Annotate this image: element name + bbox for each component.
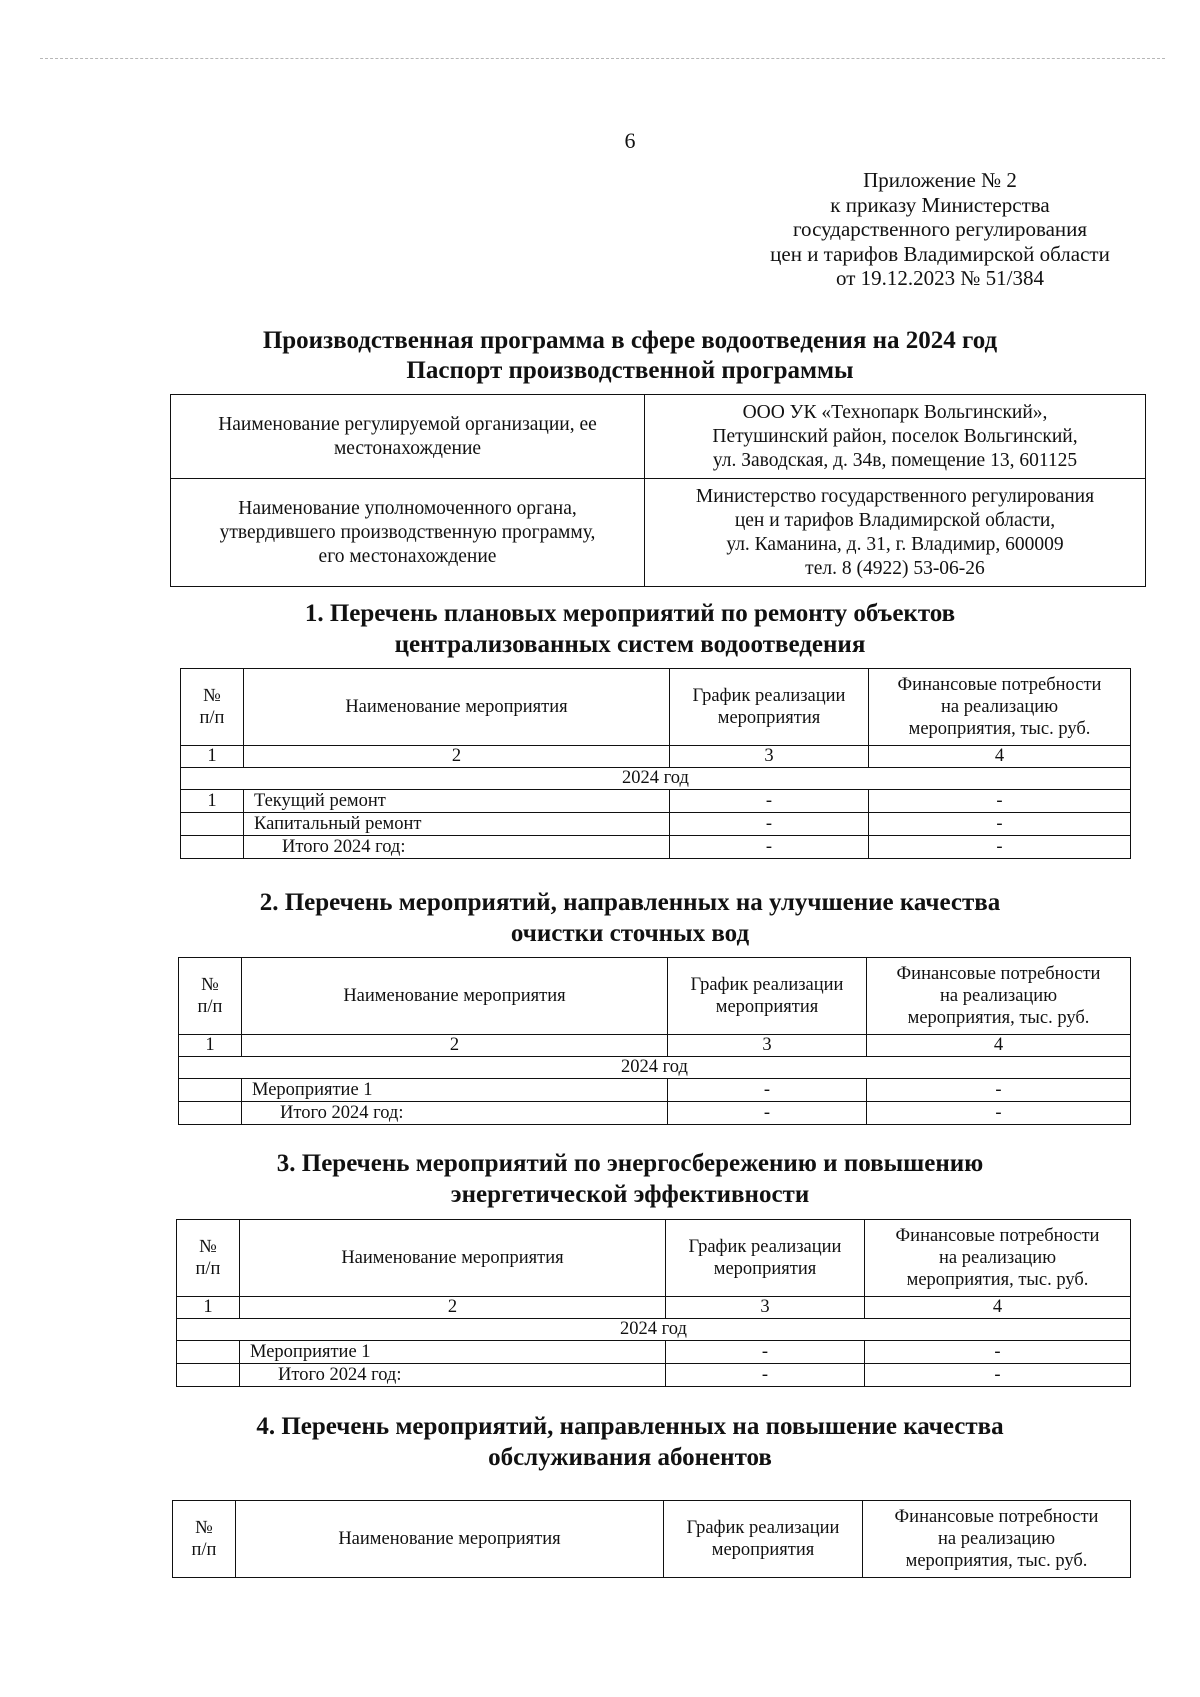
section-1-title: 1. Перечень плановых мероприятий по ремонту объектов централизованных систем водоотведения [304,600,956,658]
table-row-total: Итого 2024 год: - - [179,1102,1131,1125]
section-4-table [172,1500,1131,1578]
column-number-row: 1 2 3 4 [181,746,1131,768]
section-1-table [180,668,1131,859]
page-number: 6 [624,128,636,153]
header-finance: Финансовые потребности на реализацию мероприятия, тыс. руб. [869,669,1131,746]
header-finance: Финансовые потребности на реализацию мероприятия, тыс. руб. [867,958,1131,1035]
passport-row [171,479,1146,587]
table-header-row [179,958,1131,1035]
title-line: Паспорт производственной программы [406,357,854,384]
header-schedule: График реализации мероприятия [664,1501,863,1578]
section-3-table [176,1219,1131,1387]
passport-table [170,394,1146,587]
column-number-row: 1 2 3 4 [179,1035,1131,1057]
table-row: 1 Текущий ремонт - - [181,790,1131,813]
header-schedule: График реализации мероприятия [670,669,869,746]
passport-value-cell: ООО УК «Технопарк Вольгинский», Петушинский район, поселок Вольгинский, ул. Заводская, д. 34в, помещение 13, 601125 [645,395,1146,479]
appendix-line: Приложение № 2 [863,168,1017,192]
year-row: 2024 год [177,1319,1131,1341]
section-3-title: 3. Перечень мероприятий по энергосбережению и повышению энергетической эффективности [276,1150,984,1208]
table-header-row [181,669,1131,746]
section-4-title: 4. Перечень мероприятий, направленных на повышение качества обслуживания абонентов [256,1413,1004,1471]
header-schedule: График реализации мероприятия [666,1220,865,1297]
passport-row [171,395,1146,479]
passport-label-cell: Наименование уполномоченного органа, утвердившего производственную программу, его местонахождение [171,479,645,587]
table-row-total: Итого 2024 год: - - [177,1364,1131,1387]
header-num: № п/п [173,1501,236,1578]
appendix-block [710,168,1170,291]
header-finance: Финансовые потребности на реализацию мероприятия, тыс. руб. [863,1501,1131,1578]
header-name: Наименование мероприятия [242,958,668,1035]
appendix-line: цен и тарифов Владимирской области [770,241,1110,266]
column-number-row: 1 2 3 4 [177,1297,1131,1319]
year-row: 2024 год [181,768,1131,790]
table-row: Мероприятие 1 - - [179,1079,1131,1102]
document-title [0,326,1200,386]
title-line: Производственная программа в сфере водоотведения на 2024 год [262,327,998,354]
table-header-row [177,1220,1131,1297]
header-num: № п/п [179,958,242,1035]
appendix-line: государственного регулирования [792,217,1088,241]
header-name: Наименование мероприятия [244,669,670,746]
passport-label-cell: Наименование регулируемой организации, ее местонахождение [171,395,645,479]
section-2-title: 2. Перечень мероприятий, направленных на улучшение качества очистки сточных вод [259,889,1001,947]
scan-artifact-line [40,58,1165,59]
header-name: Наименование мероприятия [240,1220,666,1297]
table-row: Мероприятие 1 - - [177,1341,1131,1364]
header-num: № п/п [177,1220,240,1297]
passport-value-cell: Министерство государственного регулирования цен и тарифов Владимирской области, ул. Каманина, д. 31, г. Владимир, 600009 тел. 8 (4922) 53-06-26 [645,479,1146,587]
header-num: № п/п [181,669,244,746]
year-row: 2024 год [179,1057,1131,1079]
header-schedule: График реализации мероприятия [668,958,867,1035]
section-2-table [178,957,1131,1125]
table-row: Капитальный ремонт - - [181,813,1131,836]
table-row-total: Итого 2024 год: - - [181,836,1131,859]
appendix-line: к приказу Министерства [830,192,1050,217]
appendix-line: от 19.12.2023 № 51/384 [835,266,1045,290]
header-finance: Финансовые потребности на реализацию мероприятия, тыс. руб. [865,1220,1131,1297]
table-header-row [173,1501,1131,1578]
header-name: Наименование мероприятия [236,1501,664,1578]
